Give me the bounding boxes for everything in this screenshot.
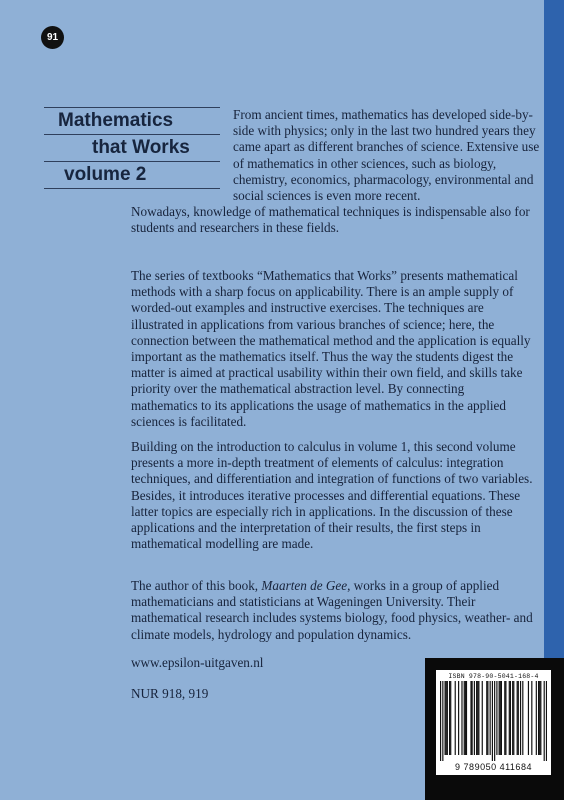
barcode-bar [539,681,540,755]
barcode-bars [440,681,547,761]
barcode-bar [490,681,491,755]
barcode-bar [520,681,521,755]
barcode-bar [544,681,545,761]
barcode-bar [540,681,541,755]
ean-digits: 9 789050 411684 [455,762,532,772]
barcode-bar [496,681,497,755]
barcode-bar [445,681,446,755]
barcode-bar [487,681,488,755]
barcode-bar [449,681,450,755]
barcode-bar [522,681,523,755]
barcode-bar [494,681,495,761]
barcode-bar [470,681,471,755]
intro-paragraph [131,107,541,237]
barcode-bar [477,681,478,755]
barcode-bar [455,681,456,755]
barcode-bar [442,681,443,761]
barcode-bar [531,681,532,755]
volume-paragraph: Building on the introduction to calculus in volume 1, this second volume presents a more in-depth treatment of elements of calculus: integration techniques, and differentiation and integration of functions of two variables. Besides, it introduces iterative processes and differential equations. These latter topics are especially rich in applications. In the discussion of these applications and the interpretation of their results, the first steps in mathematical modelling are made. [131,439,533,552]
nur-code: NUR 918, 919 [131,686,209,701]
series-paragraph: The series of textbooks “Mathematics that Works” presents mathematical methods with a sharp focus on applicability. There is an ample supply of worded-out examples and instructive exercises. The techniques are illustrated in applications from various branches of science; here, the connection between the mathematical method and the application is equally important as the mathematics itself. Thus the way the students digest the matter is aimed at practical usability within their own field, and skills take priority over the mathematical abstraction level. By connecting mathematics to its applications the usage of mathematics in the applied sciences is facilitated. [131,268,531,429]
barcode-bar [500,681,501,755]
barcode-bar [465,681,466,755]
barcode-bar [513,681,514,755]
barcode-bar [440,681,441,761]
barcode-bar [509,681,510,755]
barcode-bar [546,681,547,761]
title-line-1: Mathematics [44,107,220,134]
barcode-bar [492,681,493,761]
barcode-bar [458,681,459,755]
isbn-text: ISBN 978-90-5041-168-4 [448,673,539,680]
barcode-bar [482,681,483,755]
barcode-bar [447,681,448,755]
barcode-bar [450,681,451,755]
series-number: 91 [46,32,59,43]
barcode-bar [466,681,467,755]
series-number-badge [41,26,64,49]
barcode-bar [446,681,447,755]
barcode-bar [486,681,487,755]
barcode-bar [472,681,473,755]
barcode-bar [464,681,465,755]
barcode-bar [476,681,477,755]
title-line-3: volume 2 [44,161,220,189]
barcode-bar [528,681,529,755]
barcode-bar [461,681,462,755]
barcode-bar [518,681,519,755]
author-text-after: , works in a group of applied mathematicians and statisticians at Wageningen University. Their mathematical research includes systems biology, food physics, weather- and climate models, hydrology and population dynamics. [131,578,533,642]
title-line-2: that Works [44,134,220,161]
barcode-bar [504,681,505,755]
barcode-bar [512,681,513,755]
barcode-bar [499,681,500,755]
author-name: Maarten de Gee [261,578,348,593]
barcode-bar [501,681,502,755]
intro-paragraph-lead: From ancient times, mathematics has developed side-by-side with physics; only in the last two hundred years they came apart as different branches of science. Extensive use of mathematics in other sciences, such as biology, chemistry, economics, pharmacology, environmental and social sciences is even more recent. [233,107,540,204]
barcode-label [436,670,551,775]
intro-paragraph-rest: Nowadays, knowledge of mathematical techniques is indispensable also for students and researchers in these fields. [131,204,530,236]
author-text-before: The author of this book, [131,578,262,593]
barcode-bar [536,681,537,755]
barcode-bar [517,681,518,755]
barcode-bar [505,681,506,755]
barcode-bar [478,681,479,755]
publisher-website[interactable]: www.epsilon-uitgaven.nl [131,655,264,670]
barcode-bar [510,681,511,755]
author-paragraph [131,578,536,643]
barcode-bar [474,681,475,755]
barcode-bar [538,681,539,755]
